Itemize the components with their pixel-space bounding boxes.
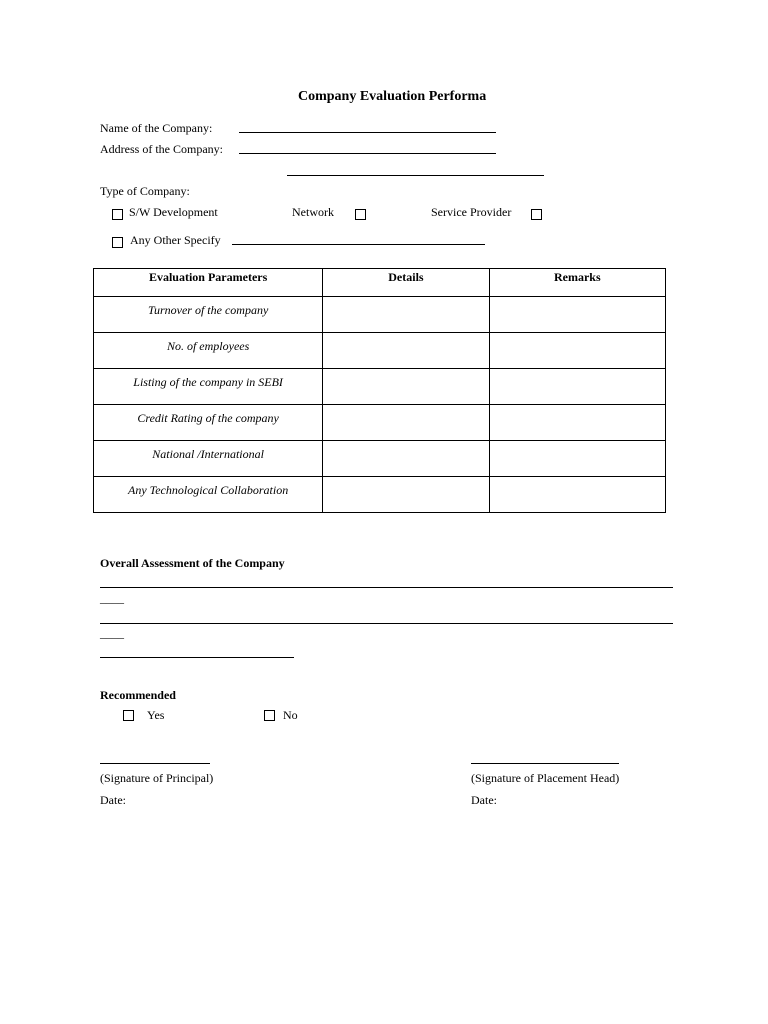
any-other-label: Any Other Specify: [130, 233, 221, 247]
param-employees: No. of employees: [94, 333, 323, 369]
param-sebi-listing: Listing of the company in SEBI: [94, 369, 323, 405]
recommended-heading: Recommended: [100, 688, 176, 702]
principal-date-label: Date:: [100, 793, 126, 807]
any-other-field[interactable]: [232, 244, 485, 245]
remarks-cell[interactable]: [489, 477, 665, 513]
company-address-field[interactable]: [239, 153, 496, 154]
remarks-cell[interactable]: [489, 297, 665, 333]
company-address-field-line2[interactable]: [287, 175, 544, 176]
table-header-row: [94, 269, 666, 297]
principal-signature-label: (Signature of Principal): [100, 771, 214, 785]
details-cell[interactable]: [323, 297, 489, 333]
remarks-cell[interactable]: [489, 369, 665, 405]
principal-signature-line[interactable]: [100, 763, 210, 764]
service-provider-label: Service Provider: [431, 205, 512, 219]
company-name-field[interactable]: [239, 132, 496, 133]
network-label: Network: [292, 205, 334, 219]
company-type-label: Type of Company:: [100, 184, 190, 198]
remarks-cell[interactable]: [489, 405, 665, 441]
yes-label: Yes: [147, 708, 165, 722]
table-row: [94, 369, 666, 405]
placement-head-date-label: Date:: [471, 793, 497, 807]
remarks-cell[interactable]: [489, 333, 665, 369]
document-title: Company Evaluation Performa: [298, 89, 487, 104]
details-cell[interactable]: [323, 333, 489, 369]
param-tech-collaboration: Any Technological Collaboration: [94, 477, 323, 513]
header-details: Details: [323, 269, 489, 297]
assessment-line-1-wrap: ____: [100, 591, 124, 605]
no-label: No: [283, 708, 298, 722]
header-evaluation-parameters: Evaluation Parameters: [94, 269, 323, 297]
evaluation-table: [93, 268, 666, 513]
table-row: [94, 441, 666, 477]
assessment-line-3[interactable]: [100, 657, 294, 658]
details-cell[interactable]: [323, 405, 489, 441]
sw-development-checkbox[interactable]: [112, 209, 123, 220]
details-cell[interactable]: [323, 441, 489, 477]
company-name-label: Name of the Company:: [100, 121, 213, 135]
network-checkbox[interactable]: [355, 209, 366, 220]
placement-head-signature-label: (Signature of Placement Head): [471, 771, 620, 785]
any-other-checkbox[interactable]: [112, 237, 123, 248]
param-credit-rating: Credit Rating of the company: [94, 405, 323, 441]
table-row: [94, 297, 666, 333]
assessment-line-2[interactable]: [100, 623, 673, 624]
placement-head-signature-line[interactable]: [471, 763, 619, 764]
table-row: [94, 477, 666, 513]
param-national-international: National /International: [94, 441, 323, 477]
no-checkbox[interactable]: [264, 710, 275, 721]
remarks-cell[interactable]: [489, 441, 665, 477]
service-provider-checkbox[interactable]: [531, 209, 542, 220]
param-turnover: Turnover of the company: [94, 297, 323, 333]
assessment-line-2-wrap: ____: [100, 626, 124, 640]
assessment-line-1[interactable]: [100, 587, 673, 588]
details-cell[interactable]: [323, 477, 489, 513]
details-cell[interactable]: [323, 369, 489, 405]
table-row: [94, 405, 666, 441]
yes-checkbox[interactable]: [123, 710, 134, 721]
company-address-label: Address of the Company:: [100, 142, 223, 156]
assessment-heading: Overall Assessment of the Company: [100, 556, 285, 570]
header-remarks: Remarks: [489, 269, 665, 297]
sw-development-label: S/W Development: [129, 205, 218, 219]
table-row: [94, 333, 666, 369]
